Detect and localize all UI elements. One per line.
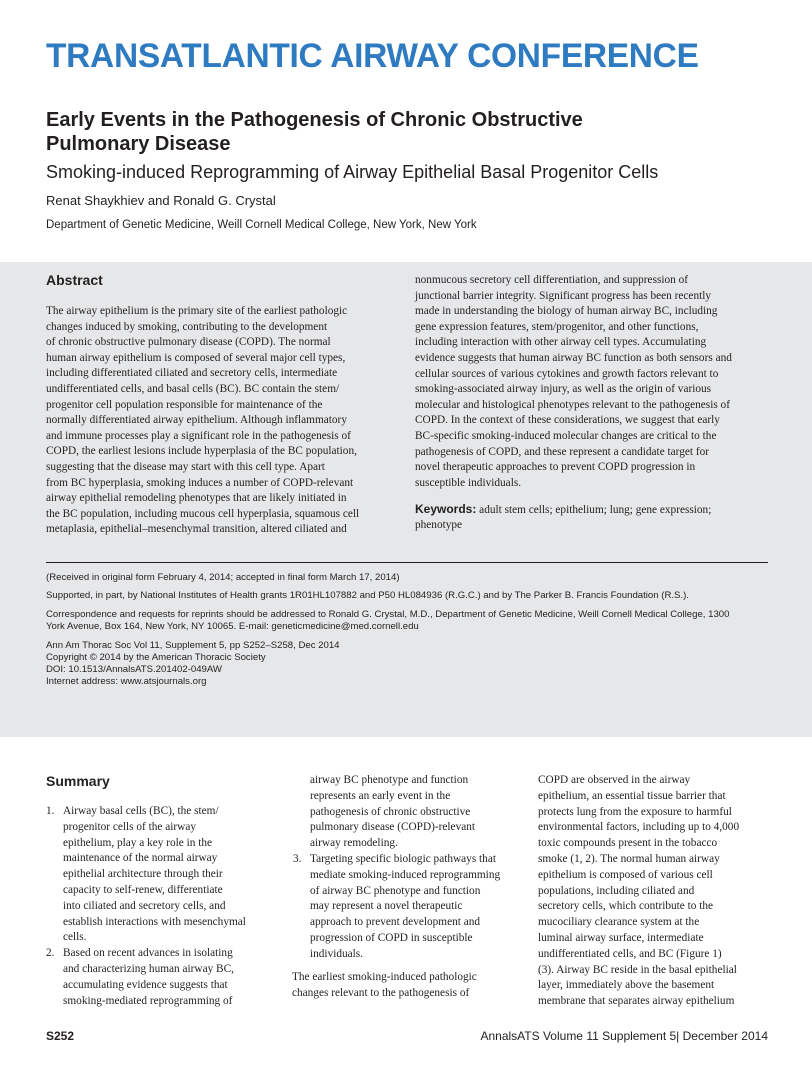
abstract-line: evidence suggests that human airway BC function as both sensors and xyxy=(415,351,732,364)
journal-footer: AnnalsATS Volume 11 Supplement 5| December 2014 xyxy=(480,1029,768,1043)
summary-line: establish interactions with mesenchymal xyxy=(63,915,246,928)
body-line: COPD are observed in the airway xyxy=(538,774,691,786)
body-line: luminal airway surface, intermediate xyxy=(538,931,704,944)
abstract-text-left xyxy=(46,304,400,538)
body-line: mucociliary clearance system at the xyxy=(538,916,700,929)
item-number: 2. xyxy=(46,947,55,960)
correspondence-note xyxy=(46,609,776,633)
summary-line: accumulating evidence suggests that xyxy=(63,978,228,991)
summary-line: cells. xyxy=(63,931,87,944)
abstract-line: cellular sources of various cytokines and growth factors relevant to xyxy=(415,367,719,380)
body-line: membrane that separates airway epithelium xyxy=(538,995,735,1008)
summary-item-3 xyxy=(293,852,530,963)
abstract-line: BC-specific smoking-induced molecular changes are critical to the xyxy=(415,429,717,442)
summary-line: may represent a novel therapeutic xyxy=(310,900,463,913)
abstract-line: from BC hyperplasia, smoking induces a number of COPD-relevant xyxy=(46,476,354,489)
correspondence-line-1: Correspondence and requests for reprints should be addressed to Ronald G. Crystal, M.D., Department of Genetic Medicine, Weill Cornell Medical College, 1300 xyxy=(46,609,730,620)
abstract-line: susceptible individuals. xyxy=(415,476,522,489)
summary-line: capacity to self-renew, differentiate xyxy=(63,883,223,896)
item-number: 3. xyxy=(293,852,302,865)
summary-line: of airway BC phenotype and function xyxy=(310,884,481,897)
abstract-line: and immune processes play a significant role in the pathogenesis of xyxy=(46,429,351,442)
summary-line: represents an early event in the xyxy=(310,789,451,802)
citation-block xyxy=(46,640,776,688)
summary-line: pathogenesis of chronic obstructive xyxy=(310,805,471,818)
abstract-line: novel therapeutic approaches to prevent COPD progression in xyxy=(415,461,696,474)
internet-address: Internet address: www.atsjournals.org xyxy=(46,676,207,687)
abstract-line: undifferentiated cells, and basal cells (BC). BC contain the stem/ xyxy=(46,382,340,395)
summary-line: approach to prevent development and xyxy=(310,916,481,929)
summary-line: Airway basal cells (BC), the stem/ xyxy=(63,805,219,817)
keywords-list: adult stem cells; epithelium; lung; gene expression; xyxy=(476,504,712,516)
body-line: epithelium is composed of various cell xyxy=(538,868,713,881)
received-text: (Received in original form February 4, 2014; accepted in final form March 17, 2014) xyxy=(46,572,400,583)
summary-heading: Summary xyxy=(46,773,110,789)
summary-line: and characterizing human airway BC, xyxy=(63,962,234,975)
abstract-line: COPD, the earliest lesions include hyperplasia of the BC population, xyxy=(46,445,357,458)
summary-line: Targeting specific biologic pathways that xyxy=(310,852,496,865)
title-line-1: Early Events in the Pathogenesis of Chronic Obstructive xyxy=(46,109,583,131)
summary-line: epithelium, play a key role in the xyxy=(63,836,213,849)
article-authors: Renat Shaykhiev and Ronald G. Crystal xyxy=(46,193,276,208)
body-line: secretory cells, which contribute to the xyxy=(538,900,714,913)
article-title xyxy=(46,108,746,156)
keywords-list-continued: phenotype xyxy=(415,518,463,531)
received-note xyxy=(46,572,776,584)
doi-text: DOI: 10.1513/AnnalsATS.201402-049AW xyxy=(46,664,222,675)
abstract-line: normally differentiated airway epithelium. Although inflammatory xyxy=(46,414,347,427)
summary-line: progenitor cells of the airway xyxy=(63,820,197,833)
keywords-label: Keywords: xyxy=(415,502,477,516)
abstract-line: airway epithelial remodeling phenotypes that are likely initiated in xyxy=(46,492,347,505)
body-line: (3). Airway BC reside in the basal epithelial xyxy=(538,963,737,976)
abstract-line: COPD. In the context of these considerations, we suggest that early xyxy=(415,414,720,427)
funding-note xyxy=(46,590,776,602)
body-line: toxic compounds present in the tobacco xyxy=(538,837,718,850)
correspondence-line-2: York Avenue, Box 164, New York, NY 10065. E-mail: geneticmedicine@med.cornell.edu xyxy=(46,621,419,632)
abstract-line: junctional barrier integrity. Significant progress has been recently xyxy=(415,289,712,302)
summary-line: into ciliated and secretory cells, and xyxy=(63,899,226,912)
copyright-text: Copyright © 2014 by the American Thoracic Society xyxy=(46,652,266,663)
abstract-line: including interaction with other airway cell types. Accumulating xyxy=(415,336,707,349)
abstract-heading: Abstract xyxy=(46,272,103,288)
body-text-column-3 xyxy=(538,773,770,1010)
abstract-line: gene expression features, stem/progenitor, and other functions, xyxy=(415,320,699,333)
summary-line: airway remodeling. xyxy=(310,837,398,850)
body-line: changes relevant to the pathogenesis of xyxy=(292,986,470,999)
summary-line: progression of COPD in susceptible xyxy=(310,931,473,944)
abstract-line: including differentiated ciliated and secretory cells, intermediate xyxy=(46,367,338,380)
citation-text: Ann Am Thorac Soc Vol 11, Supplement 5, pp S252–S258, Dec 2014 xyxy=(46,640,340,651)
item-number: 1. xyxy=(46,805,55,817)
body-line: epithelium, an essential tissue barrier that xyxy=(538,789,726,802)
abstract-line: The airway epithelium is the primary site of the earliest pathologic xyxy=(46,305,348,317)
divider-rule xyxy=(46,562,768,563)
title-line-2: Pulmonary Disease xyxy=(46,133,231,155)
abstract-line: the BC population, including mucous cell hyperplasia, squamous cell xyxy=(46,507,360,520)
body-line: smoke (1, 2). The normal human airway xyxy=(538,852,720,865)
summary-line: individuals. xyxy=(310,947,364,960)
body-line: layer, immediately above the basement xyxy=(538,979,715,992)
keywords xyxy=(415,502,769,533)
abstract-line: progenitor cell population responsible for maintenance of the xyxy=(46,398,323,411)
abstract-text-right xyxy=(415,273,769,491)
abstract-line: nonmucous secretory cell differentiation, and suppression of xyxy=(415,274,689,286)
abstract-line: molecular and histological phenotypes relevant to the pathogenesis of xyxy=(415,398,730,411)
body-line: The earliest smoking-induced pathologic xyxy=(292,971,477,983)
abstract-line: metaplasia, epithelial–mesenchymal transition, altered ciliated and xyxy=(46,523,347,536)
summary-line: airway BC phenotype and function xyxy=(310,774,469,786)
body-line: populations, including ciliated and xyxy=(538,884,695,897)
summary-line: mediate smoking-induced reprogramming xyxy=(310,868,501,881)
abstract-line: changes induced by smoking, contributing to the development xyxy=(46,320,328,333)
page-number: S252 xyxy=(46,1029,75,1043)
funding-text: Supported, in part, by National Institutes of Health grants 1R01HL107882 and P50 HL084936 (R.G.C.) and by The Parker B. Francis Foundation (R.S.). xyxy=(46,590,689,601)
body-line: environmental factors, including up to 4,000 xyxy=(538,821,740,834)
journal-section-header: TRANSATLANTIC AIRWAY CONFERENCE xyxy=(46,37,699,75)
abstract-line: smoking-associated airway injury, as well as the origin of various xyxy=(415,383,712,396)
summary-column-2 xyxy=(293,773,530,963)
body-text-column-2 xyxy=(292,970,522,1002)
summary-line: smoking-mediated reprogramming of xyxy=(63,994,233,1007)
article-subtitle: Smoking-induced Reprogramming of Airway Epithelial Basal Progenitor Cells xyxy=(46,162,659,182)
summary-line: Based on recent advances in isolating xyxy=(63,947,233,960)
abstract-line: human airway epithelium is composed of several major cell types, xyxy=(46,351,346,364)
summary-line: epithelial architecture through their xyxy=(63,868,223,881)
abstract-line: suggesting that the disease may start with this cell type. Apart xyxy=(46,460,325,473)
body-line: protects lung from the exposure to harmful xyxy=(538,805,732,818)
summary-line: pulmonary disease (COPD)-relevant xyxy=(310,821,476,834)
author-affiliation: Department of Genetic Medicine, Weill Cornell Medical College, New York, New York xyxy=(46,219,477,231)
summary-item-1 xyxy=(46,804,283,946)
abstract-line: pathogenesis of COPD, and these represent a candidate target for xyxy=(415,445,710,458)
abstract-line: of chronic obstructive pulmonary disease (COPD). The normal xyxy=(46,336,331,349)
summary-column-1 xyxy=(46,804,283,1009)
summary-item-2 xyxy=(46,946,283,1009)
summary-line: maintenance of the normal airway xyxy=(63,852,218,865)
abstract-line: made in understanding the biology of human airway BC, including xyxy=(415,305,718,318)
body-line: undifferentiated cells, and BC (Figure 1) xyxy=(538,947,722,960)
